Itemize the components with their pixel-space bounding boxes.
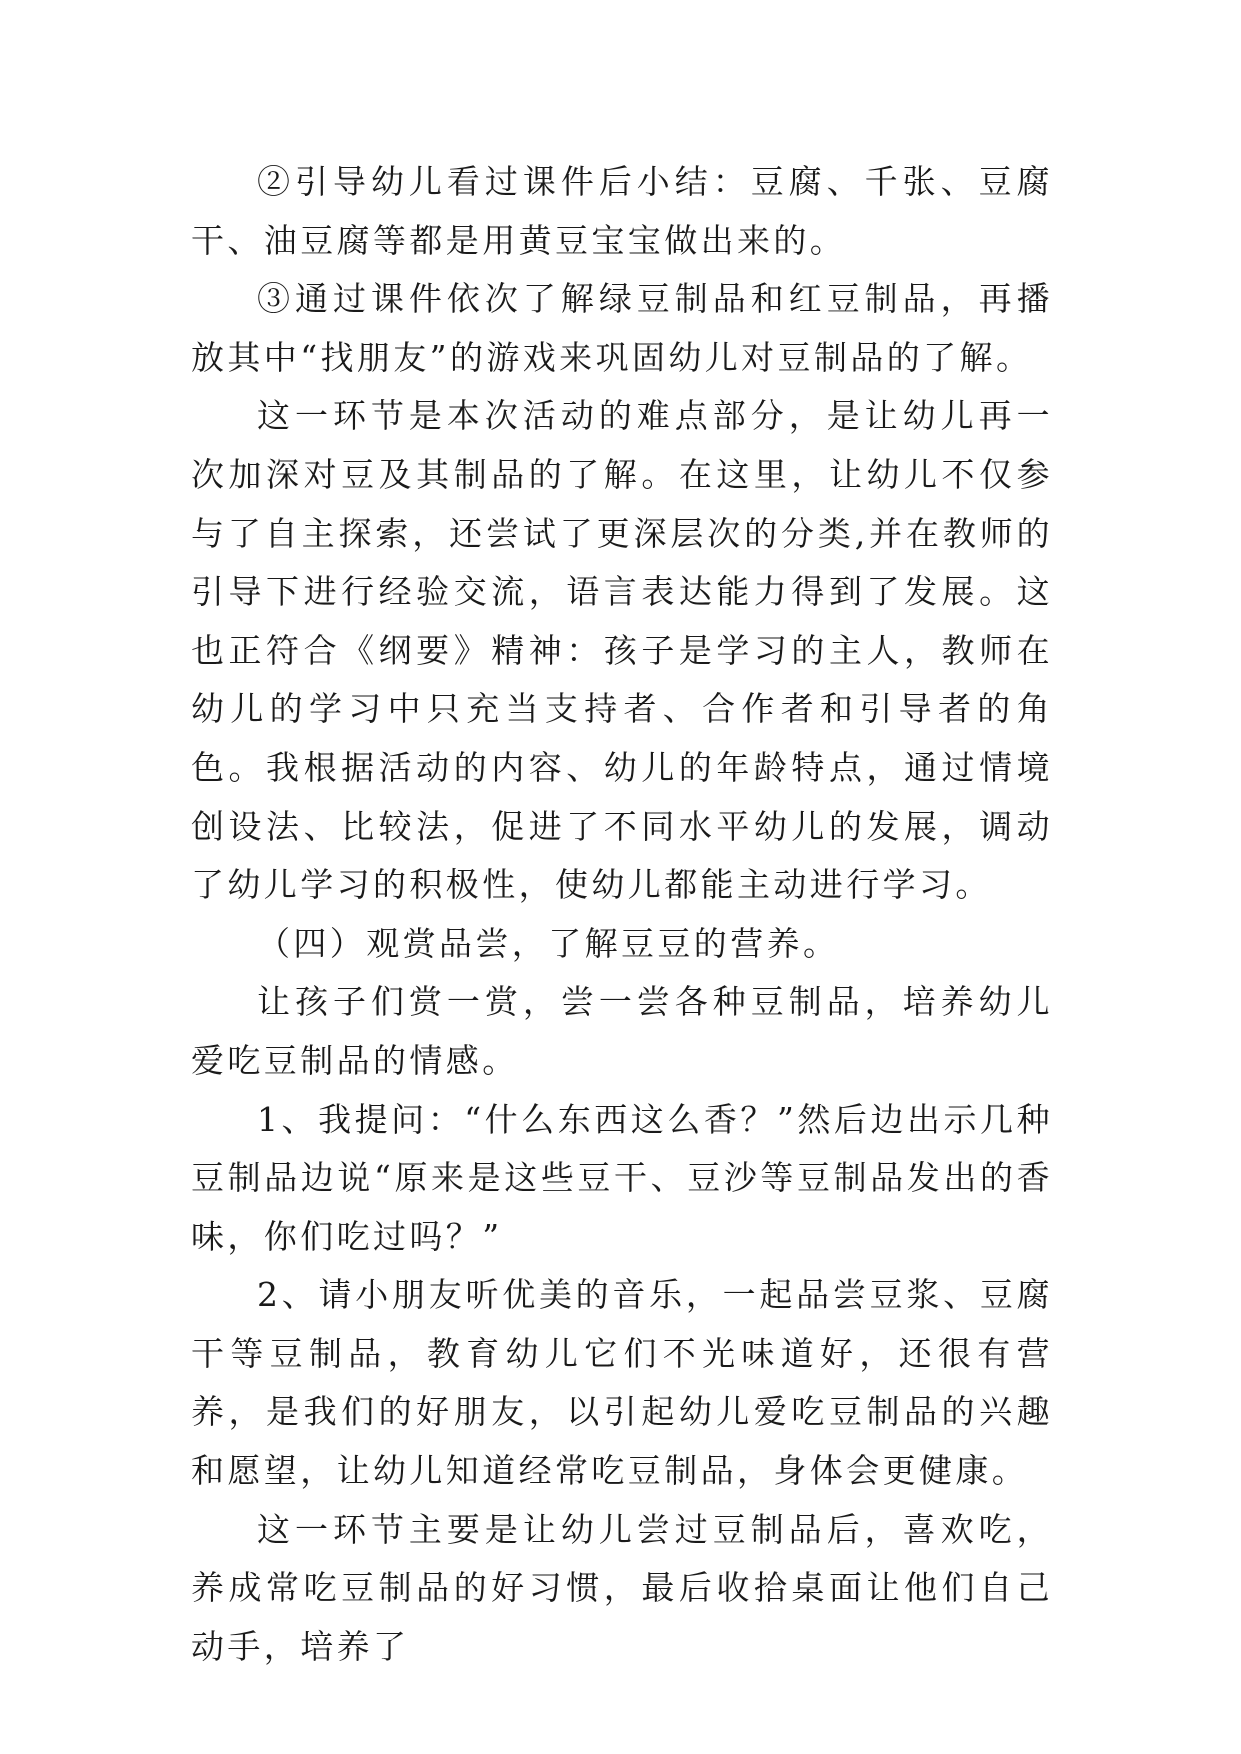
paragraph-closing: 这一环节主要是让幼儿尝过豆制品后，喜欢吃，养成常吃豆制品的好习惯，最后收拾桌面让他们自己动手，培养了 xyxy=(191,1509,1053,1666)
paragraph-step-one: 1、我提问：“什么东西这么香？”然后边出示几种豆制品边说“原来是这些豆干、豆沙等豆制品发出的香味，你们吃过吗？” xyxy=(191,1099,1053,1256)
section-heading-four: （四）观赏品尝，了解豆豆的营养。 xyxy=(257,923,840,963)
document-body xyxy=(191,153,1053,1676)
paragraph-summary-soy-products: ②引导幼儿看过课件后小结：豆腐、千张、豆腐干、油豆腐等都是用黄豆宝宝做出来的。 xyxy=(191,162,1053,260)
paragraph-taste-intro: 让孩子们赏一赏，尝一尝各种豆制品，培养幼儿爱吃豆制品的情感。 xyxy=(191,982,1053,1080)
paragraph-difficulty-analysis: 这一环节是本次活动的难点部分，是让幼儿再一次加深对豆及其制品的了解。在这里，让幼儿不仅参与了自主探索，还尝试了更深层次的分类,并在教师的引导下进行经验交流，语言表达能力得到了发展。这也正符合《纲要》精神：孩子是学习的主人，教师在幼儿的学习中只充当支持者、合作者和引导者的角色。我根据活动的内容、幼儿的年龄特点，通过情境创设法、比较法，促进了不同水平幼儿的发展，调动了幼儿学习的积极性，使幼儿都能主动进行学习。 xyxy=(191,396,1053,905)
paragraph-mung-red-bean-products: ③通过课件依次了解绿豆制品和红豆制品，再播放其中“找朋友”的游戏来巩固幼儿对豆制品的了解。 xyxy=(191,279,1053,377)
paragraph-step-two: 2、请小朋友听优美的音乐，一起品尝豆浆、豆腐干等豆制品，教育幼儿它们不光味道好，还很有营养，是我们的好朋友，以引起幼儿爱吃豆制品的兴趣和愿望，让幼儿知道经常吃豆制品，身体会更健康。 xyxy=(191,1275,1053,1491)
